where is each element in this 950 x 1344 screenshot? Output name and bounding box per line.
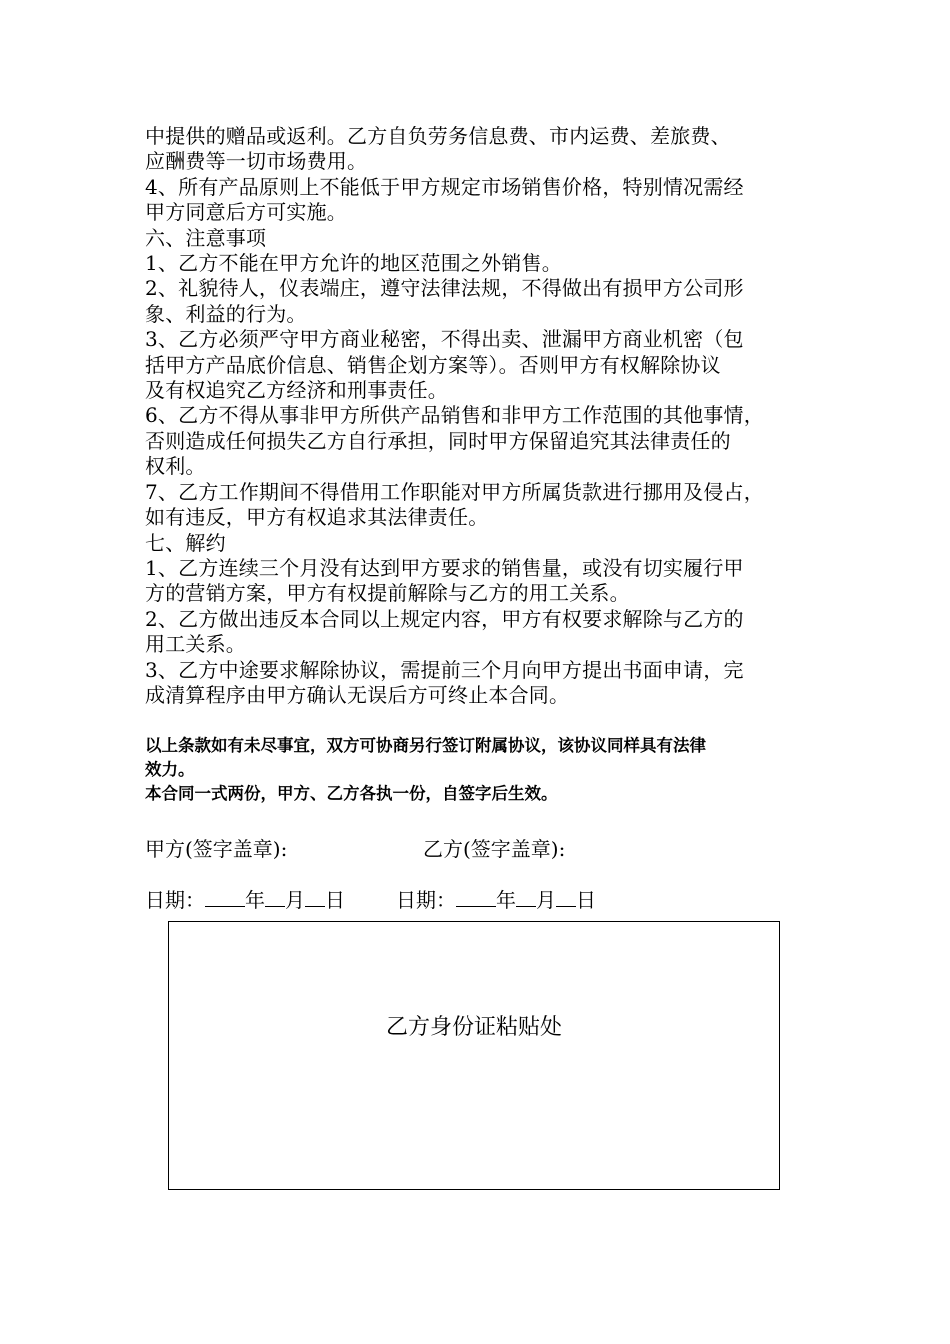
party-a-signature-label: 甲方(签字盖章): — [145, 837, 288, 862]
clause-line: 括甲方产品底价信息、销售企划方案等）。否则甲方有权解除协议 — [145, 352, 721, 377]
day-blank — [305, 886, 325, 907]
month-label: 月 — [285, 888, 305, 913]
month-blank — [516, 886, 536, 907]
clause-line: 1、乙方连续三个月没有达到甲方要求的销售量，或没有切实履行甲 — [145, 555, 744, 580]
clause-line: 3、乙方中途要求解除协议，需提前三个月向甲方提出书面申请，完 — [145, 657, 744, 682]
clause-line: 应酬费等一切市场费用。 — [145, 149, 368, 174]
date-label: 日期： — [396, 888, 456, 913]
party-a-date — [145, 886, 345, 913]
clause-line: 及有权追究乙方经济和刑事责任。 — [145, 378, 448, 403]
spacer — [145, 708, 825, 734]
date-row — [145, 886, 825, 912]
contract-body — [145, 124, 825, 912]
day-label: 日 — [576, 888, 596, 913]
closing-line-1: 以上条款如有未尽事宜，双方可协商另行签订附属协议，该协议同样具有法律 — [145, 736, 706, 756]
clause-lines — [145, 124, 825, 708]
id-card-paste-label: 乙方身份证粘贴处 — [385, 1015, 562, 1040]
clause-line: 2、乙方做出违反本合同以上规定内容，甲方有权要求解除与乙方的 — [145, 606, 744, 631]
clause-line: 3、乙方必须严守甲方商业秘密，不得出卖、泄漏甲方商业机密（包 — [145, 327, 744, 352]
year-label: 年 — [496, 888, 516, 913]
spacer — [145, 862, 825, 886]
year-label: 年 — [245, 888, 265, 913]
day-label: 日 — [325, 888, 345, 913]
clause-line: 否则造成任何损失乙方自行承担，同时甲方保留追究其法律责任的 — [145, 428, 731, 453]
day-blank — [556, 886, 576, 907]
date-label: 日期： — [145, 888, 205, 913]
signature-row — [145, 836, 825, 862]
clause-line: 七、解约 — [145, 530, 226, 555]
clause-line: 如有违反，甲方有权追求其法律责任。 — [145, 505, 489, 530]
year-blank — [205, 886, 245, 907]
clause-line: 4、所有产品原则上不能低于甲方规定市场销售价格，特别情况需经 — [145, 174, 744, 199]
closing-line-3: 本合同一式两份，甲方、乙方各执一份，自签字后生效。 — [145, 784, 558, 804]
clause-line: 2、礼貌待人，仪表端庄，遵守法律法规，不得做出有损甲方公司形 — [145, 276, 744, 301]
clause-line: 用工关系。 — [145, 632, 246, 657]
clause-line: 象、利益的行为。 — [145, 301, 307, 326]
month-blank — [265, 886, 285, 907]
clause-line: 权利。 — [145, 454, 206, 479]
spacer — [145, 806, 825, 836]
clause-line: 6、乙方不得从事非甲方所供产品销售和非甲方工作范围的其他事情， — [145, 403, 764, 428]
closing-line-2: 效力。 — [145, 760, 195, 780]
party-b-signature-label: 乙方(签字盖章): — [423, 837, 566, 862]
clause-line: 方的营销方案，甲方有权提前解除与乙方的用工关系。 — [145, 581, 630, 606]
clause-line: 甲方同意后方可实施。 — [145, 200, 347, 225]
clause-line: 1、乙方不能在甲方允许的地区范围之外销售。 — [145, 251, 562, 276]
id-card-paste-box — [168, 921, 780, 1190]
year-blank — [456, 886, 496, 907]
clause-line: 成清算程序由甲方确认无误后方可终止本合同。 — [145, 682, 570, 707]
clause-line: 六、注意事项 — [145, 225, 267, 250]
party-b-date — [396, 886, 596, 913]
clause-line: 中提供的赠品或返利。乙方自负劳务信息费、市内运费、差旅费、 — [145, 124, 731, 148]
month-label: 月 — [536, 888, 556, 913]
clause-line: 7、乙方工作期间不得借用工作职能对甲方所属货款进行挪用及侵占， — [145, 479, 764, 504]
